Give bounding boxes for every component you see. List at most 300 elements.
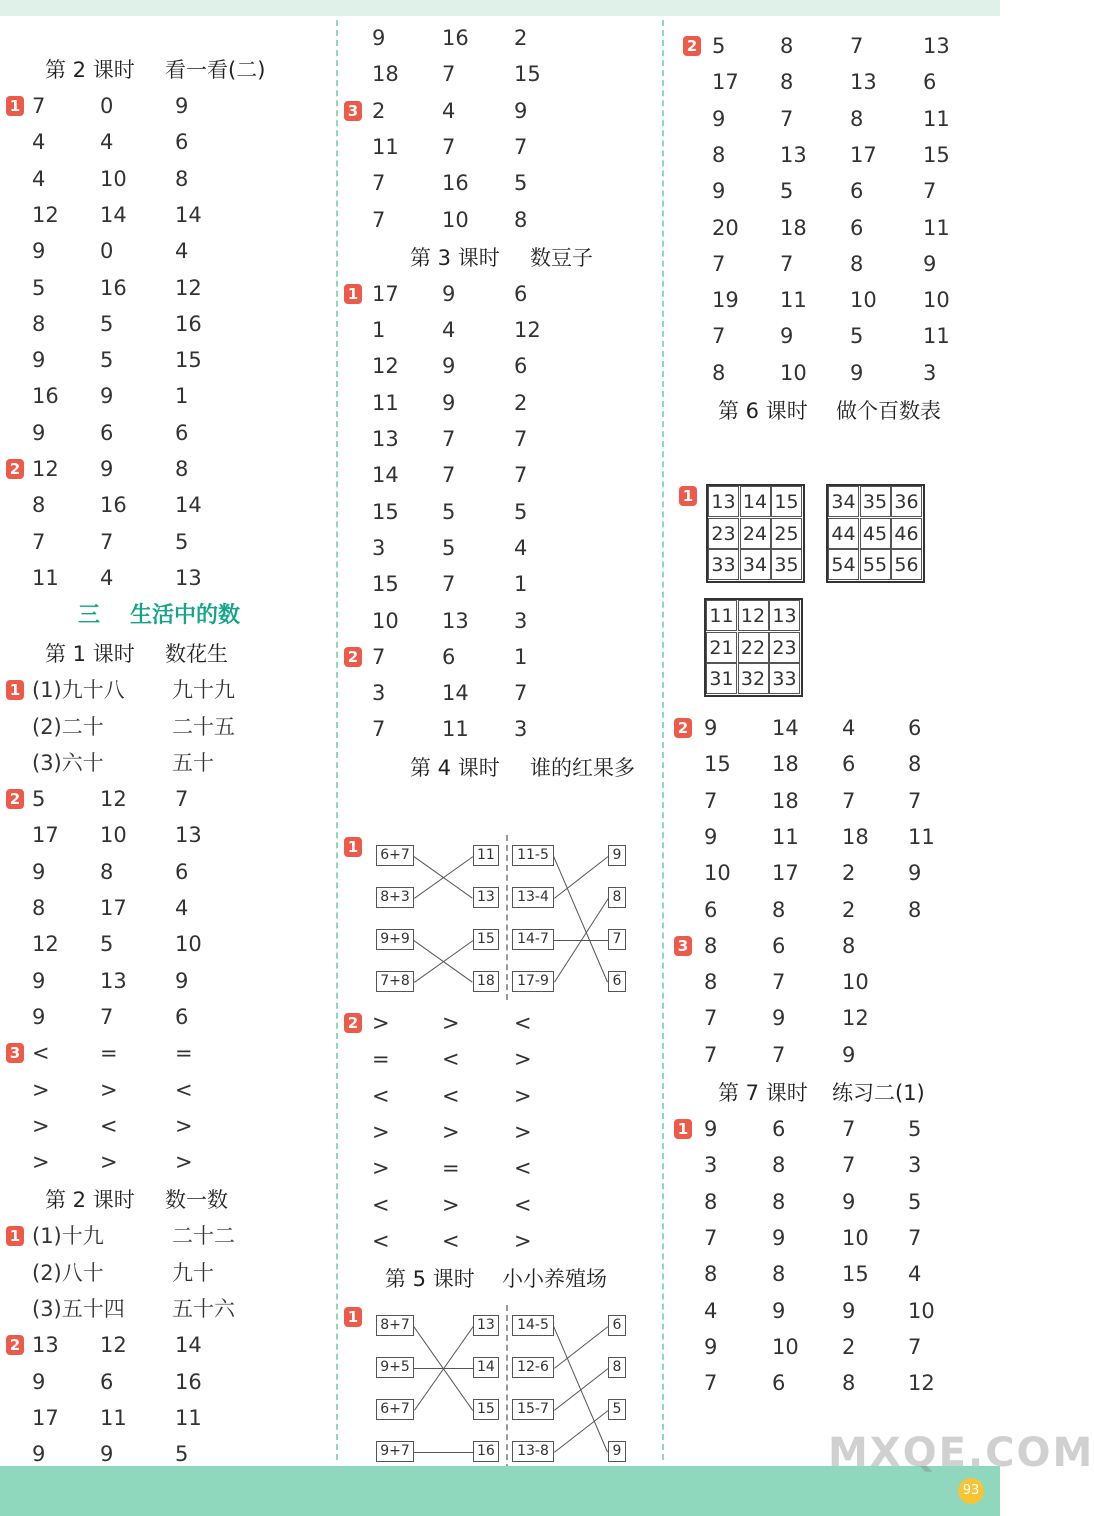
answer-cell: 7 xyxy=(704,1225,718,1250)
answer-cell: 13 xyxy=(175,823,202,848)
lesson-header-part: 第 7 课时 xyxy=(718,1081,808,1105)
answer-cell: < xyxy=(514,1011,532,1035)
question-number-badge: 2 xyxy=(6,459,24,479)
answer-cell: 6 xyxy=(850,179,864,204)
answer-cell: 9 xyxy=(772,1006,786,1031)
answer-cell: 5 xyxy=(908,1189,922,1214)
matching-divider xyxy=(506,835,508,1000)
answer-cell: 9 xyxy=(908,861,922,886)
answer-cell: 9 xyxy=(712,179,726,204)
answer-cell: 7 xyxy=(842,1117,856,1141)
matching-box: 17-9 xyxy=(512,971,554,992)
answer-cell: 13 xyxy=(780,142,807,167)
answer-cell: 2 xyxy=(514,26,528,50)
matching-box: 5 xyxy=(608,1399,626,1420)
answer-cell: 5 xyxy=(100,311,114,336)
question-number-badge: 2 xyxy=(674,718,692,738)
question-number-badge: 2 xyxy=(6,1335,24,1355)
answer-cell: 1 xyxy=(514,572,528,597)
question-number-badge: 1 xyxy=(6,680,24,700)
matching-box: 9 xyxy=(608,1441,626,1462)
matching-box: 15 xyxy=(473,1399,499,1420)
answer-cell: 九十九 xyxy=(172,678,235,703)
hundred-chart-cell: 23 xyxy=(769,632,800,663)
matching-box: 16 xyxy=(473,1441,499,1462)
answer-cell: > xyxy=(100,1150,118,1175)
answer-cell: 17 xyxy=(100,896,127,920)
matching-line xyxy=(554,1368,609,1411)
answer-cell: 7 xyxy=(704,1371,718,1396)
matching-box: 18 xyxy=(473,971,499,992)
answer-cell: 4 xyxy=(100,565,114,590)
answer-cell: 8 xyxy=(850,251,864,276)
answer-cell: 7 xyxy=(514,134,528,159)
hundred-chart-cell: 36 xyxy=(891,486,922,517)
answer-cell: 5 xyxy=(32,275,46,300)
answer-cell: 17 xyxy=(772,861,799,886)
answer-cell: 9 xyxy=(32,1369,46,1394)
answer-cell: 7 xyxy=(514,427,528,451)
matching-box: 15 xyxy=(473,929,499,950)
answer-cell: 17 xyxy=(372,281,399,306)
answer-cell: 11 xyxy=(372,390,399,415)
lesson-header-part: 第 2 课时 xyxy=(45,1188,135,1213)
answer-cell: 9 xyxy=(32,348,46,373)
page-number: 93 xyxy=(958,1478,984,1504)
answer-cell: 7 xyxy=(442,572,456,597)
answer-cell: 8 xyxy=(704,1189,718,1214)
answer-cell: 17 xyxy=(850,142,877,167)
answer-cell: 7 xyxy=(32,94,46,118)
answer-cell: 12 xyxy=(372,354,399,379)
question-number-badge: 1 xyxy=(6,96,24,116)
hundred-chart-cell: 11 xyxy=(706,600,737,631)
hundred-chart-cell: 56 xyxy=(891,549,922,580)
answer-cell: 9 xyxy=(100,384,114,409)
lesson-header-part: 小小养殖场 xyxy=(502,1267,607,1292)
answer-cell: 8 xyxy=(908,897,922,922)
answer-cell: < xyxy=(372,1192,390,1217)
answer-cell: > xyxy=(372,1011,390,1035)
hundred-chart-cell: 15 xyxy=(771,486,802,517)
answer-cell: > xyxy=(514,1228,532,1253)
answer-cell: 10 xyxy=(100,166,127,191)
answer-cell: (3)六十 xyxy=(32,750,104,775)
answer-cell: 6 xyxy=(442,644,456,669)
answer-cell: 15 xyxy=(704,752,731,777)
answer-cell: 14 xyxy=(175,1333,202,1358)
matching-box: 14-7 xyxy=(512,929,554,950)
answer-cell: 19 xyxy=(712,288,739,313)
hundred-chart-cell: 31 xyxy=(706,663,737,694)
answer-cell: 8 xyxy=(780,70,794,95)
answer-cell: > xyxy=(100,1077,118,1102)
answer-cell: 8 xyxy=(704,970,718,995)
column-3 xyxy=(668,20,1000,1460)
answer-cell: > xyxy=(372,1119,390,1144)
answer-cell: (3)五十四 xyxy=(32,1297,125,1321)
answer-cell: 7 xyxy=(372,644,386,669)
answer-cell: 9 xyxy=(514,98,528,123)
answer-cell: 5 xyxy=(712,34,726,58)
answer-cell: 9 xyxy=(100,457,114,481)
answer-cell: 9 xyxy=(175,94,189,118)
answer-cell: 7 xyxy=(772,1042,786,1067)
answer-cell: 9 xyxy=(842,1189,856,1214)
answer-cell: 11 xyxy=(923,106,950,131)
answer-cell: 8 xyxy=(772,897,786,922)
answer-cell: 7 xyxy=(442,427,456,451)
matching-box: 13 xyxy=(473,887,499,908)
answer-cell: 8 xyxy=(175,166,189,191)
answer-cell: 15 xyxy=(372,572,399,597)
answer-cell: 8 xyxy=(842,1371,856,1396)
answer-cell: (2)八十 xyxy=(32,1260,104,1285)
hundred-chart-cell: 33 xyxy=(769,663,800,694)
answer-cell: 7 xyxy=(923,179,937,204)
answer-cell: 2 xyxy=(372,98,386,123)
lesson-header-part: 数一数 xyxy=(165,1188,228,1213)
answer-cell: < xyxy=(372,1083,390,1108)
answer-cell: 17 xyxy=(32,823,59,848)
answer-cell: 9 xyxy=(100,1442,114,1467)
answer-cell: 7 xyxy=(32,529,46,554)
answer-cell: 13 xyxy=(923,34,950,58)
answer-cell: 18 xyxy=(772,788,799,813)
lesson-header-part: 谁的红果多 xyxy=(530,755,635,780)
answer-cell: 10 xyxy=(704,861,731,886)
matching-box: 15-7 xyxy=(512,1399,554,1420)
question-number-badge: 2 xyxy=(683,36,701,56)
answer-cell: 9 xyxy=(850,360,864,385)
answer-cell: 7 xyxy=(842,1153,856,1178)
matching-box: 13-4 xyxy=(512,887,554,908)
answer-cell: 5 xyxy=(100,348,114,373)
answer-cell: 4 xyxy=(100,130,114,155)
answer-cell: 8 xyxy=(32,311,46,336)
lesson-header-part: 做个百数表 xyxy=(836,399,941,423)
matching-box: 8+3 xyxy=(376,887,414,908)
answer-cell: 8 xyxy=(712,142,726,167)
answer-cell: 12 xyxy=(514,318,541,343)
answer-cell: 5 xyxy=(908,1117,922,1141)
answer-cell: 8 xyxy=(100,859,114,884)
answer-cell: 11 xyxy=(175,1405,202,1430)
hundred-chart-cell: 34 xyxy=(828,486,859,517)
answer-cell: 8 xyxy=(32,493,46,518)
answer-cell: 6 xyxy=(704,897,718,922)
answer-cell: = xyxy=(372,1047,390,1072)
answer-cell: 18 xyxy=(842,824,869,849)
column-2 xyxy=(340,20,660,1460)
answer-cell: 4 xyxy=(842,716,856,740)
answer-cell: < xyxy=(175,1077,193,1102)
answer-cell: 14 xyxy=(442,681,469,706)
watermark: MXQE.COM xyxy=(828,1430,1094,1476)
matching-box: 6 xyxy=(608,1315,626,1336)
hundred-chart-grid xyxy=(706,484,805,583)
answer-cell: 7 xyxy=(704,1006,718,1031)
answer-cell: 5 xyxy=(514,171,528,196)
answer-cell: 10 xyxy=(772,1334,799,1359)
answer-cell: 7 xyxy=(850,34,864,58)
answer-cell: 15 xyxy=(175,348,202,373)
answer-cell: 3 xyxy=(923,360,937,385)
answer-cell: 二十二 xyxy=(172,1224,235,1249)
lesson-header-part: 数豆子 xyxy=(530,245,593,270)
matching-box: 8 xyxy=(608,1357,626,1378)
answer-cell: 7 xyxy=(175,787,189,812)
question-number-badge: 1 xyxy=(344,284,362,304)
answer-cell: 7 xyxy=(514,681,528,706)
answer-cell: 6 xyxy=(175,1004,189,1029)
hundred-chart-grid xyxy=(704,598,803,697)
answer-cell: 7 xyxy=(780,251,794,276)
answer-cell: 4 xyxy=(704,1298,718,1323)
answer-cell: 9 xyxy=(372,26,386,50)
matching-box: 13 xyxy=(473,1315,499,1336)
answer-cell: 6 xyxy=(175,420,189,445)
answer-cell: 15 xyxy=(372,499,399,524)
answer-cell: 五十六 xyxy=(172,1297,235,1321)
answer-cell: > xyxy=(514,1119,532,1144)
matching-box: 7 xyxy=(608,929,626,950)
answer-cell: 9 xyxy=(712,106,726,131)
answer-cell: 12 xyxy=(842,1006,869,1031)
answer-cell: 10 xyxy=(842,970,869,995)
answer-cell: 二十五 xyxy=(172,714,235,739)
lesson-header-part: 第 5 课时 xyxy=(385,1267,475,1292)
matching-box: 8 xyxy=(608,887,626,908)
answer-cell: 6 xyxy=(514,281,528,306)
answer-cell: 7 xyxy=(442,463,456,488)
answer-cell: 9 xyxy=(442,354,456,379)
answer-cell: 17 xyxy=(712,70,739,95)
answer-cell: (2)二十 xyxy=(32,714,104,739)
answer-cell: 9 xyxy=(772,1298,786,1323)
answer-cell: 8 xyxy=(704,1262,718,1287)
answer-cell: 8 xyxy=(772,1189,786,1214)
matching-box: 6+7 xyxy=(376,1399,414,1420)
answer-cell: 11 xyxy=(923,215,950,240)
answer-cell: 7 xyxy=(780,106,794,131)
question-number-badge: 1 xyxy=(674,1119,692,1139)
answer-cell: 7 xyxy=(442,62,456,87)
answer-cell: 12 xyxy=(100,787,127,812)
matching-box: 9 xyxy=(608,845,626,866)
question-number-badge: 1 xyxy=(679,486,697,506)
answer-cell: 9 xyxy=(32,859,46,884)
answer-cell: > xyxy=(442,1011,460,1035)
lesson-header-part: 练习二(1) xyxy=(832,1081,925,1105)
answer-cell: 9 xyxy=(704,716,718,740)
answer-cell: 7 xyxy=(712,324,726,349)
answer-cell: 6 xyxy=(772,933,786,958)
matching-exercise xyxy=(340,1305,660,1475)
answer-cell: 9 xyxy=(32,420,46,445)
answer-cell: 3 xyxy=(372,681,386,706)
answer-cell: 9 xyxy=(32,239,46,264)
answer-cell: 8 xyxy=(772,1262,786,1287)
hundred-chart-cell: 34 xyxy=(740,549,771,580)
answer-cell: 10 xyxy=(372,608,399,633)
matching-box: 7+8 xyxy=(376,971,414,992)
hundred-chart-grid xyxy=(826,484,925,583)
answer-cell: 7 xyxy=(100,529,114,554)
answer-cell: = xyxy=(442,1156,460,1181)
answer-cell: 10 xyxy=(780,360,807,385)
answer-cell: 14 xyxy=(100,202,127,227)
answer-cell: 9 xyxy=(772,1225,786,1250)
answer-cell: 7 xyxy=(514,463,528,488)
answer-cell: 14 xyxy=(175,493,202,518)
answer-cell: 8 xyxy=(175,457,189,481)
answer-cell: > xyxy=(175,1113,193,1138)
answer-cell: 12 xyxy=(32,202,59,227)
answer-cell: 10 xyxy=(850,288,877,313)
answer-cell: 6 xyxy=(100,420,114,445)
answer-cell: 1 xyxy=(514,644,528,669)
matching-box: 14 xyxy=(473,1357,499,1378)
answer-cell: > xyxy=(372,1156,390,1181)
answer-cell: 11 xyxy=(772,824,799,849)
answer-cell: 16 xyxy=(100,493,127,518)
hundred-chart-cell: 22 xyxy=(738,632,769,663)
answer-cell: 0 xyxy=(100,94,114,118)
answer-cell: 5 xyxy=(850,324,864,349)
answer-cell: < xyxy=(372,1228,390,1253)
answer-cell: 15 xyxy=(923,142,950,167)
hundred-chart-cell: 33 xyxy=(708,549,739,580)
answer-cell: 7 xyxy=(100,1004,114,1029)
answer-cell: 4 xyxy=(32,166,46,191)
answer-cell: 7 xyxy=(712,251,726,276)
answer-cell: 9 xyxy=(704,1334,718,1359)
answer-cell: 13 xyxy=(442,608,469,633)
answer-cell: 1 xyxy=(372,318,386,343)
answer-cell: 11 xyxy=(100,1405,127,1430)
lesson-header-part: 看一看(二) xyxy=(165,58,266,82)
question-number-badge: 1 xyxy=(344,837,362,857)
answer-cell: 7 xyxy=(704,1042,718,1067)
answer-cell: 13 xyxy=(175,565,202,590)
answer-cell: 7 xyxy=(372,717,386,742)
lesson-header-part: 数花生 xyxy=(165,642,228,667)
answer-cell: 17 xyxy=(32,1405,59,1430)
answer-cell: 16 xyxy=(32,384,59,409)
answer-cell: > xyxy=(32,1113,50,1138)
answer-cell: 13 xyxy=(100,968,127,993)
answer-cell: 2 xyxy=(842,861,856,886)
answer-cell: 7 xyxy=(908,1225,922,1250)
answer-cell: 9 xyxy=(32,1442,46,1467)
answer-cell: 12 xyxy=(175,275,202,300)
answer-cell: 7 xyxy=(908,1334,922,1359)
hundred-chart-cell: 23 xyxy=(708,518,739,549)
answer-cell: 2 xyxy=(842,1334,856,1359)
answer-cell: < xyxy=(442,1083,460,1108)
answer-cell: 4 xyxy=(442,98,456,123)
matching-box: 9+9 xyxy=(376,929,414,950)
answer-cell: 10 xyxy=(842,1225,869,1250)
answer-cell: 5 xyxy=(514,499,528,524)
answer-cell: 7 xyxy=(772,970,786,995)
answer-cell: 8 xyxy=(704,933,718,958)
answer-cell: 九十 xyxy=(172,1260,214,1285)
answer-cell: 2 xyxy=(842,897,856,922)
hundred-chart-cell: 24 xyxy=(740,518,771,549)
matching-box: 8+7 xyxy=(376,1315,414,1336)
column-divider xyxy=(336,20,338,1460)
answer-cell: 8 xyxy=(908,752,922,777)
matching-box: 12-6 xyxy=(512,1357,554,1378)
answer-cell: 6 xyxy=(772,1371,786,1396)
column-1 xyxy=(0,20,335,1467)
answer-cell: 7 xyxy=(442,134,456,159)
answer-cell: 11 xyxy=(780,288,807,313)
hundred-chart-cell: 32 xyxy=(738,663,769,694)
answer-cell: 5 xyxy=(175,529,189,554)
question-number-badge: 2 xyxy=(344,1013,362,1033)
answer-cell: < xyxy=(442,1047,460,1072)
answer-cell: 4 xyxy=(442,318,456,343)
answer-cell: 5 xyxy=(32,787,46,812)
question-number-badge: 3 xyxy=(6,1043,24,1063)
answer-cell: 8 xyxy=(772,1153,786,1178)
answer-cell: > xyxy=(514,1083,532,1108)
answer-cell: = xyxy=(100,1041,118,1066)
question-number-badge: 2 xyxy=(6,789,24,809)
answer-cell: 16 xyxy=(442,171,469,196)
answer-cell: 10 xyxy=(100,823,127,848)
hundred-chart-exercise xyxy=(668,480,998,705)
answer-cell: 6 xyxy=(908,716,922,740)
answer-cell: 3 xyxy=(908,1153,922,1178)
answer-cell: 15 xyxy=(514,62,541,87)
matching-box: 11-5 xyxy=(512,845,554,866)
hundred-chart-cell: 13 xyxy=(708,486,739,517)
answer-cell: 20 xyxy=(712,215,739,240)
answer-cell: > xyxy=(442,1192,460,1217)
answer-cell: 3 xyxy=(704,1153,718,1178)
answer-cell: 14 xyxy=(175,202,202,227)
answer-cell: 16 xyxy=(100,275,127,300)
answer-cell: 10 xyxy=(175,932,202,957)
answer-cell: 4 xyxy=(908,1262,922,1287)
hundred-chart-cell: 13 xyxy=(769,600,800,631)
answer-cell: 3 xyxy=(514,608,528,633)
lesson-header-part: 第 2 课时 xyxy=(45,58,135,82)
answer-cell: 9 xyxy=(32,1004,46,1029)
answer-cell: < xyxy=(32,1041,50,1066)
answer-cell: 11 xyxy=(908,824,935,849)
hundred-chart-cell: 35 xyxy=(771,549,802,580)
answer-cell: > xyxy=(514,1047,532,1072)
answer-cell: 6 xyxy=(850,215,864,240)
answer-cell: 14 xyxy=(772,716,799,740)
matching-divider xyxy=(506,1305,508,1470)
answer-cell: 9 xyxy=(175,968,189,993)
question-number-badge: 1 xyxy=(6,1226,24,1246)
unit-title-part: 三 xyxy=(78,603,101,629)
answer-cell: 9 xyxy=(923,251,937,276)
matching-box: 14-5 xyxy=(512,1315,554,1336)
answer-cell: > xyxy=(32,1150,50,1175)
answer-cell: 五十 xyxy=(172,750,214,775)
answer-cell: 18 xyxy=(372,62,399,87)
question-number-badge: 2 xyxy=(344,647,362,667)
answer-cell: 7 xyxy=(908,788,922,813)
